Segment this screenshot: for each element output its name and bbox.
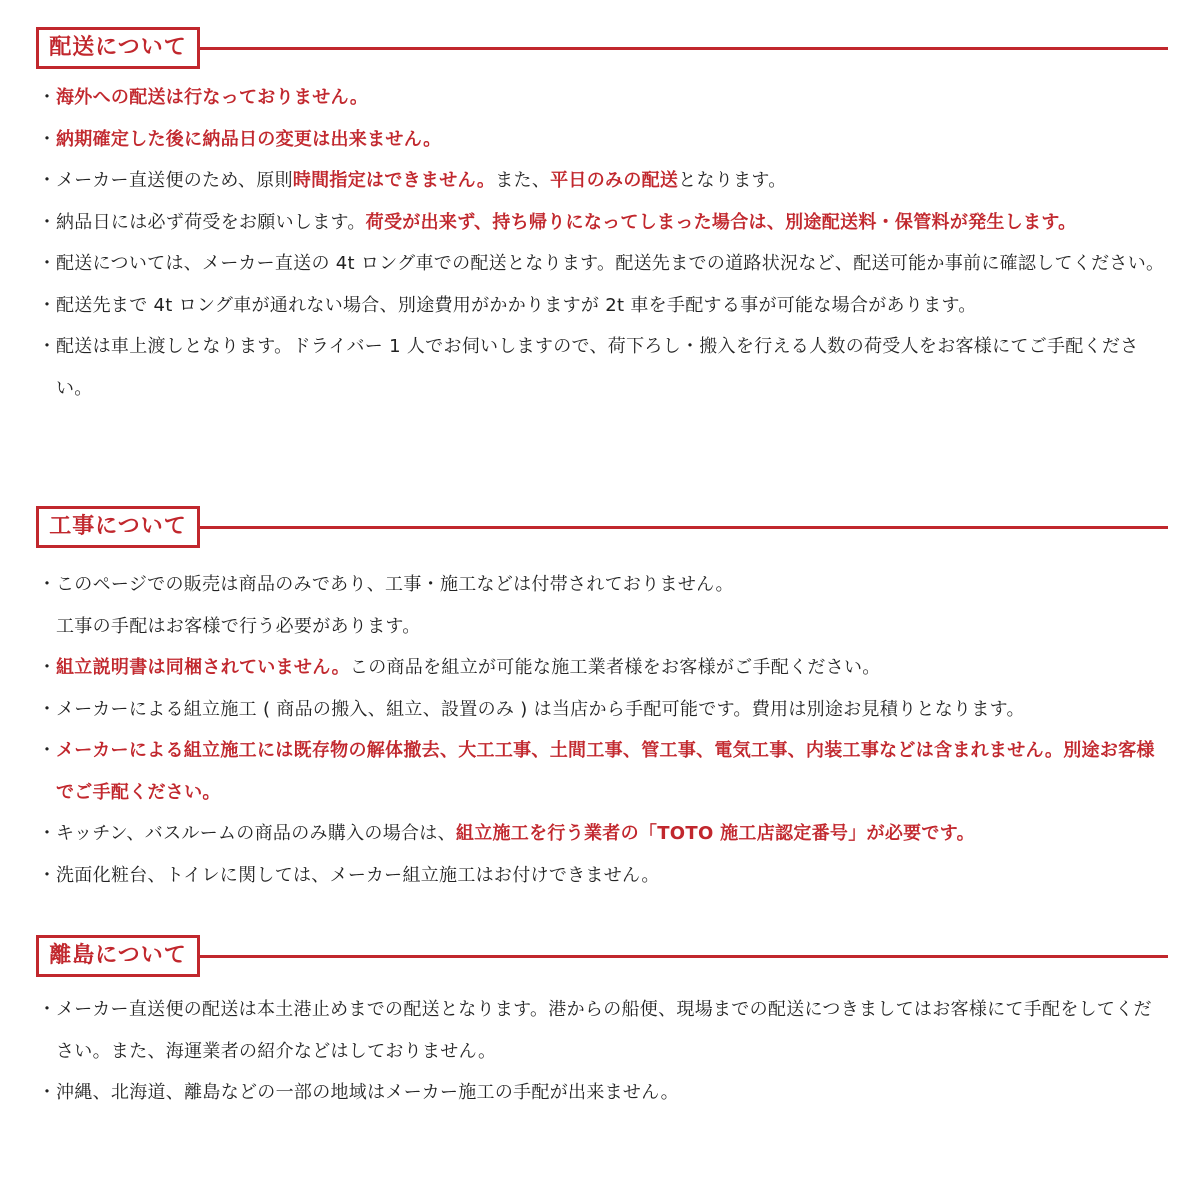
emphasis-text: 時間指定はできません。 [292, 170, 496, 191]
section-title: 配送について [36, 27, 200, 69]
bullet: ・ [38, 999, 57, 1020]
bullet: ・ [38, 253, 57, 274]
emphasis-text: 組立施工を行う業者の「TOTO 施工店認定番号」が必要です。 [455, 823, 975, 844]
bullet: ・ [38, 294, 57, 316]
list-item [38, 730, 1170, 813]
item-text: 配送は車上渡しとなります。ドライバー 1 人でお伺いしますので、荷下ろし・搬入を行える人数の荷受人をお客様にてご手配ください。 [56, 336, 1139, 399]
list-item [38, 77, 1170, 119]
list-item [38, 855, 1170, 897]
item-text: 配送先まで 4t ロング車が通れない場合、別途費用がかかりますが 2t 車を手配する事が可能な場合があります。 [56, 294, 977, 316]
section-title: 離島について [36, 935, 200, 977]
section-heading [36, 27, 1168, 75]
bullet: ・ [38, 657, 57, 678]
emphasis-text: 平日のみの配送 [550, 170, 679, 191]
item-text: メーカーによる組立施工 ( 商品の搬入、組立、設置のみ ) は当店から手配可能です。費用は別途お見積りとなります。 [56, 698, 1025, 720]
list-item [38, 202, 1170, 244]
list-item [38, 647, 1170, 689]
item-list [38, 77, 1170, 409]
bullet: ・ [38, 864, 57, 886]
bullet: ・ [38, 211, 57, 233]
bullet: ・ [38, 740, 57, 761]
emphasis-text: 納期確定した後に納品日の変更は出来ません。 [56, 128, 442, 150]
item-text: メーカー直送便の配送は本土港止めまでの配送となります。港からの船便、現場までの配送につきましてはお客様にて手配をしてください。また、海運業者の紹介などはしておりません。 [56, 999, 1152, 1062]
bullet: ・ [38, 128, 57, 150]
item-text: となります。 [678, 170, 787, 191]
list-item [38, 285, 1170, 327]
bullet: ・ [38, 574, 57, 595]
list-item [38, 689, 1170, 731]
heading-rule [186, 47, 1168, 50]
emphasis-text: メーカーによる組立施工には既存物の解体撤去、大工工事、土間工事、管工事、電気工事、内装工事などは含まれません。別途お客様でご手配ください。 [56, 740, 1155, 803]
bullet: ・ [38, 87, 57, 108]
item-text: 工事の手配はお客様で行う必要があります。 [56, 615, 421, 637]
item-text: 配送については、メーカー直送の 4t ロング車での配送となります。配送先までの道路状況など、配送可能か事前に確認してください。 [56, 253, 1165, 274]
item-text: キッチン、バスルームの商品のみ購入の場合は、 [56, 823, 456, 844]
heading-rule [186, 955, 1168, 958]
heading-rule [186, 526, 1168, 529]
list-item [38, 160, 1170, 202]
list-item [38, 326, 1170, 409]
item-list [38, 989, 1170, 1114]
emphasis-text: 荷受が出来ず、持ち帰りになってしまった場合は、別途配送料・保管料が発生します。 [365, 211, 1077, 233]
item-text: 納品日には必ず荷受をお願いします。 [56, 211, 366, 233]
list-item [38, 243, 1170, 285]
item-text: この商品を組立が可能な施工業者様をお客様がご手配ください。 [349, 657, 881, 678]
bullet: ・ [38, 170, 57, 191]
item-text: 洗面化粧台、トイレに関しては、メーカー組立施工はお付けできません。 [56, 864, 660, 886]
bullet: ・ [38, 336, 57, 357]
section-title: 工事について [36, 506, 200, 548]
section-heading [36, 506, 1168, 554]
bullet: ・ [38, 698, 57, 720]
item-text: メーカー直送便のため、原則 [56, 170, 293, 191]
bullet: ・ [38, 1082, 57, 1103]
list-item [38, 989, 1170, 1072]
list-item [38, 119, 1170, 161]
list-item [38, 564, 1170, 647]
list-item [38, 1072, 1170, 1114]
emphasis-text: 海外への配送は行なっておりません。 [56, 87, 369, 108]
item-text: このページでの販売は商品のみであり、工事・施工などは付帯されておりません。 [56, 574, 734, 595]
item-text: また、 [495, 170, 551, 191]
item-text: 沖縄、北海道、離島などの一部の地域はメーカー施工の手配が出来ません。 [56, 1082, 679, 1103]
section-heading [36, 935, 1168, 983]
list-item [38, 813, 1170, 855]
item-list [38, 564, 1170, 896]
bullet: ・ [38, 823, 57, 844]
emphasis-text: 組立説明書は同梱されていません。 [56, 657, 350, 678]
